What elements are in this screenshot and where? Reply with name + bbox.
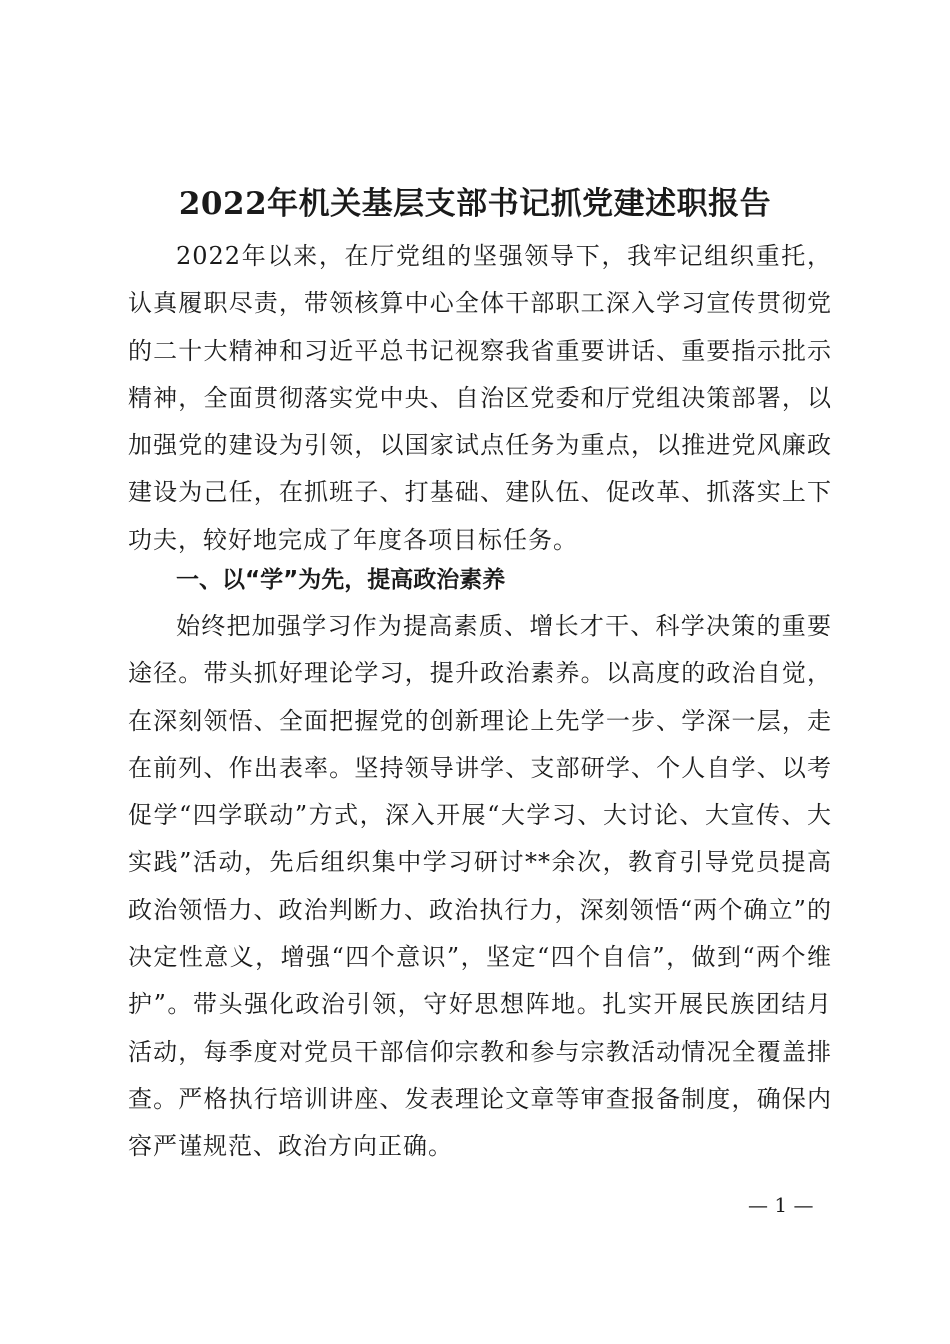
section-1-heading: 一、以“学”为先，提高政治素养 xyxy=(176,567,506,593)
section-1-paragraph: 始终把加强学习作为提高素质、增长才干、科学决策的重要途径。带头抓好理论学习，提升政治素养。以高度的政治自觉，在深刻领悟、全面把握党的创新理论上先学一步、学深一层，走在前列、作出表率。坚持领导讲学、支部研学、个人自学、以考促学“四学联动”方式，深入开展“大学习、大讨论、大宣传、大实践”活动，先后组织集中学习研讨**余次，教育引导党员提高政治领悟力、政治判断力、政治执行力，深刻领悟“两个确立”的决定性意义，增强“四个意识”，坚定“四个自信”，做到“两个维护”。带头强化政治引领，守好思想阵地。扎实开展民族团结月活动，每季度对党员干部信仰宗教和参与宗教活动情况全覆盖排查。严格执行培训讲座、发表理论文章等审查报备制度，确保内容严谨规范、政治方向正确。 xyxy=(128,612,832,1161)
intro-section xyxy=(128,233,832,564)
document-title: 2022年机关基层支部书记抓党建述职报告 xyxy=(178,186,772,222)
section-1-body xyxy=(128,603,832,1171)
page-number: — 1 — xyxy=(748,1193,814,1217)
intro-paragraph: 2022年以来，在厅党组的坚强领导下，我牢记组织重托，认真履职尽责，带领核算中心全体干部职工深入学习宣传贯彻党的二十大精神和习近平总书记视察我省重要讲话、重要指示批示精神，全面贯彻落实党中央、自治区党委和厅党组决策部署，以加强党的建设为引领，以国家试点任务为重点，以推进党风廉政建设为己任，在抓班子、打基础、建队伍、促改革、抓落实上下功夫，较好地完成了年度各项目标任务。 xyxy=(128,242,832,554)
